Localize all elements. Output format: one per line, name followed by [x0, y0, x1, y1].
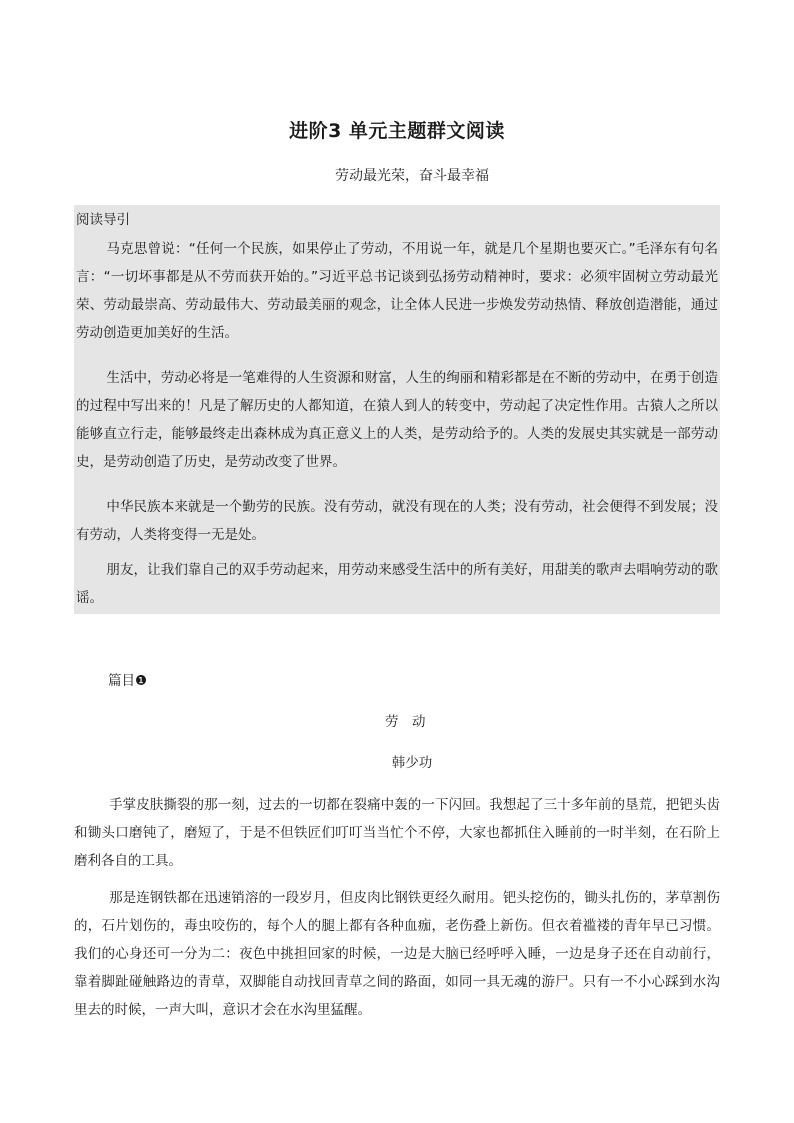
article-paragraph-2: 那是连钢铁都在迅速销溶的一段岁月，但皮肉比钢铁更经久耐用。钯头挖伤的，锄头扎伤的，茅草割伤的，石片划伤的，毒虫咬伤的，每个人的腿上都有各种血痂，老伤叠上新伤。但衣着褴褛的青年早已习惯。我们的心身还可一分为二：夜色中挑担回家的时候，一边是大脑已经呼呼入睡，一边是身子还在自动前行，靠着脚趾碰触路边的青草，双脚能自动找回青草之间的路面，如同一具无魂的游尸。只有一不小心踩到水沟里去的时候，一声大叫，意识才会在水沟里猛醒。	[74, 890, 720, 1018]
article-title: 劳动	[385, 714, 439, 730]
page-subtitle: 劳动最光荣，奋斗最幸福	[335, 168, 489, 184]
reading-guide-label: 阅读导引	[76, 212, 130, 228]
guide-paragraph-4: 朋友，让我们靠自己的双手劳动起来，用劳动来感受生活中的所有美好，用甜美的歌声去唱响劳动的歌谣。	[76, 562, 718, 606]
guide-paragraph-1: 马克思曾说：“任何一个民族，如果停止了劳动，不用说一年，就是几个星期也要灭亡。”毛泽东有句名言：“一切坏事都是从不劳而获开始的。”习近平总书记谈到弘扬劳动精神时，要求：必须牢固树立劳动最光荣、劳动最崇高、劳动最伟大、劳动最美丽的观念，让全体人民进一步焕发劳动热情、释放创造潜能，通过劳动创造更加美好的生活。	[76, 241, 718, 341]
reading-guide-box	[74, 205, 720, 614]
section-label: 篇目❶	[108, 673, 148, 689]
article-author: 韩少功	[391, 755, 433, 771]
guide-paragraph-3: 中华民族本来就是一个勤劳的民族。没有劳动，就没有现在的人类；没有劳动，社会便得不到发展；没有劳动，人类将变得一无是处。	[76, 499, 718, 543]
article-paragraph-1: 手掌皮肤撕裂的那一刻，过去的一切都在裂痛中轰的一下闪回。我想起了三十多年前的垦荒，把钯头齿和锄头口磨钝了，磨短了，于是不但铁匠们叮叮当当忙个不停，大家也都抓住入睡前的一时半刻，在石阶上磨利各自的工具。	[74, 797, 720, 869]
page-title: 进阶3 单元主题群文阅读	[289, 120, 505, 142]
guide-paragraph-2: 生活中，劳动必将是一笔难得的人生资源和财富，人生的绚丽和精彩都是在不断的劳动中，在勇于创造的过程中写出来的！凡是了解历史的人都知道，在猿人到人的转变中，劳动起了决定性作用。古猿人之所以能够直立行走，能够最终走出森林成为真正意义上的人类，是劳动给予的。人类的发展史其实就是一部劳动史，是劳动创造了历史，是劳动改变了世界。	[76, 370, 718, 470]
